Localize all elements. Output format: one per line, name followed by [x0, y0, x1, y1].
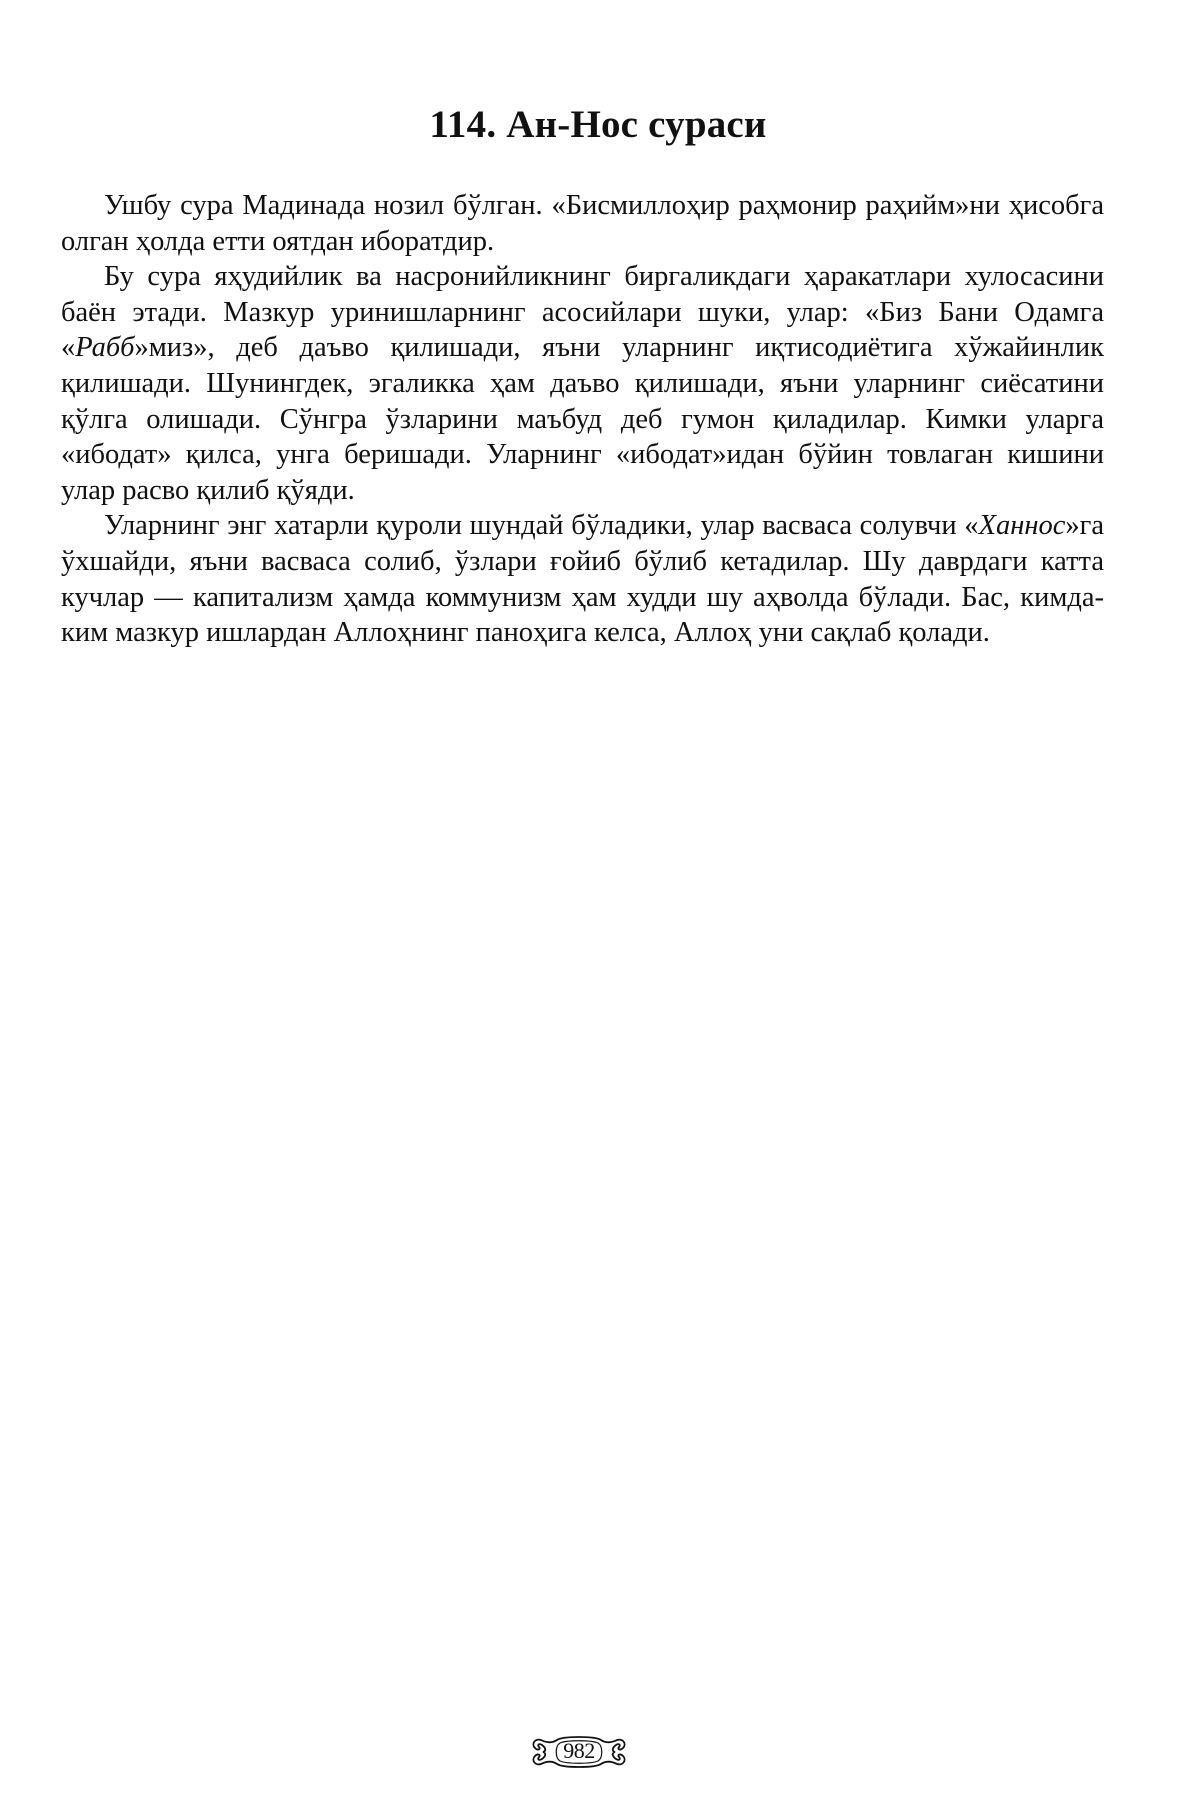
paragraph-text: »га ўхшайди, яъни васваса солиб, ўзлари ғойиб бўлиб кетадилар. Шу даврдаги катта кучлар — капитализм ҳамда коммунизм ҳам худди шу аҳволда бўлади. Бас, кимда-ким мазкур ишлардан Аллоҳнинг паноҳига келса, Аллоҳ уни сақлаб қолади. [61, 510, 1104, 649]
paragraph-text: Бу сура яҳудийлик ва насронийликнинг биргаликдаги ҳаракатлари хулосасини баён этади. Мазкур уринишларнинг асосийлари шуки, улар: «Биз Бани Одамга « [61, 261, 1104, 364]
body-text [61, 188, 1104, 651]
page-number-cartouche [527, 1734, 631, 1770]
italic-term: Рабб [75, 332, 135, 364]
paragraph-text: »миз», деб даъво қилишади, яъни уларнинг иқтисодиётига хўжайинлик қилишади. Шунингдек, эгаликка ҳам даъво қилишади, яъни уларнинг сиёсатини қўлга олишади. Сўнгра ўзларини маъбуд деб гумон қиладилар. Кимки уларга «ибодат» қилса, унга беришади. Уларнинг «ибодат»идан бўйин товлаган кишини улар расво қилиб қўяди. [61, 332, 1104, 506]
paragraph [61, 508, 1104, 650]
paragraph-text: Уларнинг энг хатарли қуроли шундай бўладики, улар васваса солувчи « [104, 510, 979, 542]
paragraph-text: Ушбу сура Мадинада нозил бўлган. «Бисмиллоҳир раҳмонир раҳийм»ни ҳисобга олган ҳолда етти оятдан иборатдир. [61, 190, 1104, 257]
paragraph [61, 259, 1104, 508]
page-title: 114. Ан-Нос сураси [429, 103, 767, 146]
page-number: 982 [563, 1738, 595, 1763]
paragraph [61, 188, 1104, 259]
italic-term: Ханнос [978, 510, 1066, 542]
